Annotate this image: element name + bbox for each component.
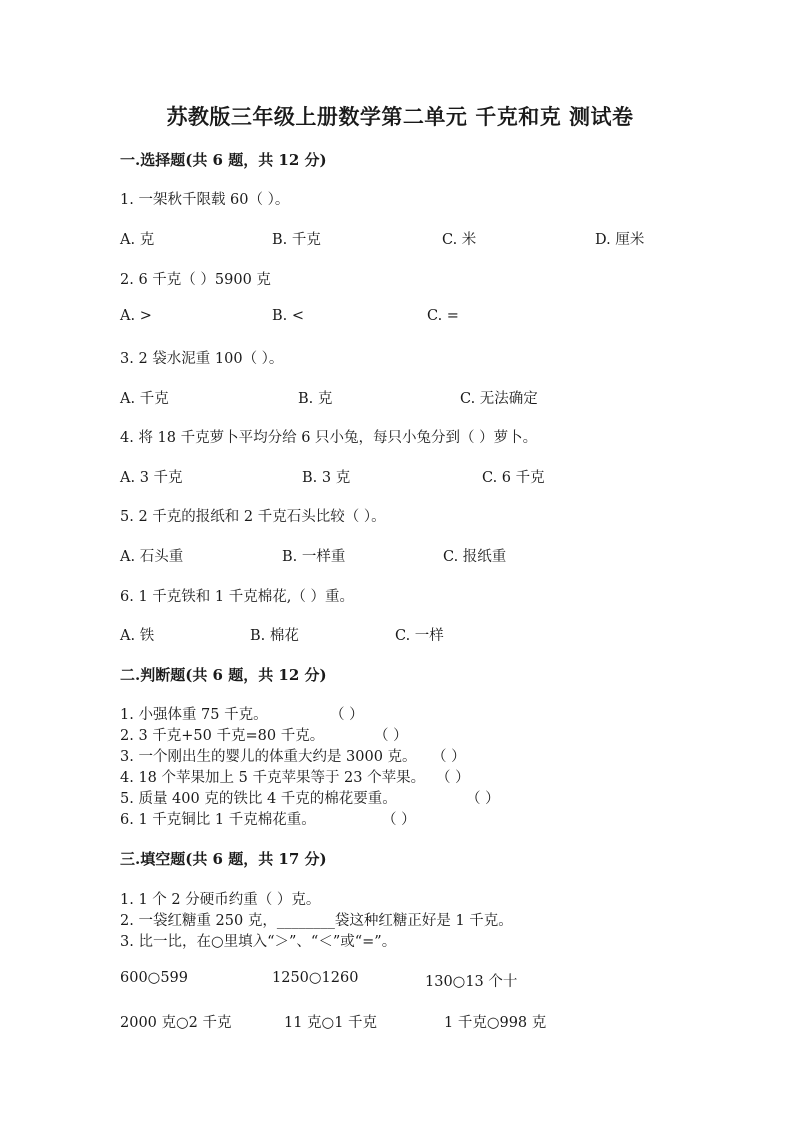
judge-item: 5. 质量 400 克的铁比 4 千克的棉花要重。: [120, 791, 397, 807]
option-a: A. 石头重: [120, 549, 184, 565]
question-text: 4. 将 18 千克萝卜平均分给 6 只小兔，每只小兔分到（ ）萝卜。: [120, 430, 538, 446]
answer-parens[interactable]: （ ）: [466, 791, 500, 807]
question-text: 6. 1 千克铁和 1 千克棉花,（ ）重。: [120, 589, 354, 605]
judge-item: 1. 小强体重 75 千克。: [120, 707, 268, 723]
option-b: B. <: [272, 308, 305, 324]
option-a: A. 3 千克: [120, 470, 183, 486]
option-c: C. 无法确定: [460, 391, 538, 407]
judge-item: 4. 18 个苹果加上 5 千克苹果等于 23 个苹果。: [120, 770, 426, 786]
page-title: 苏教版三年级上册数学第二单元 千克和克 测试卷: [166, 104, 634, 129]
option-a: A. 克: [120, 232, 155, 248]
compare-item: 2000 克○2 千克: [120, 1015, 232, 1031]
option-a: A. 铁: [120, 628, 155, 644]
option-a: A. 千克: [120, 391, 169, 407]
fill-item: 1. 1 个 2 分硬币约重（ ）克。: [120, 892, 321, 908]
option-b: B. 千克: [272, 232, 321, 248]
answer-parens[interactable]: （ ）: [374, 728, 408, 744]
section-heading-choice: 一.选择题(共 6 题，共 12 分): [120, 151, 327, 169]
compare-item: 600○599: [120, 970, 189, 986]
option-b: B. 克: [298, 391, 333, 407]
compare-item: 130○13 个十: [425, 974, 518, 990]
judge-item: 6. 1 千克铜比 1 千克棉花重。: [120, 812, 316, 828]
answer-parens[interactable]: （ ）: [432, 749, 466, 765]
option-c: C. 一样: [395, 628, 444, 644]
option-c: C. 报纸重: [443, 549, 507, 565]
fill-item: 2. 一袋红糖重 250 克，________袋这种红糖正好是 1 千克。: [120, 913, 513, 929]
answer-parens[interactable]: （ ）: [382, 812, 416, 828]
answer-parens[interactable]: （ ）: [330, 707, 364, 723]
judge-item: 3. 一个刚出生的婴儿的体重大约是 3000 克。: [120, 749, 417, 765]
fill-item: 3. 比一比，在○里填入“＞”、“＜”或“=”。: [120, 934, 397, 950]
compare-item: 1250○1260: [272, 970, 359, 986]
option-c: C. 米: [442, 232, 477, 248]
option-b: B. 棉花: [250, 628, 299, 644]
option-c: C. 6 千克: [482, 470, 545, 486]
question-text: 3. 2 袋水泥重 100（ ）。: [120, 351, 284, 367]
option-b: B. 一样重: [282, 549, 346, 565]
option-c: C. =: [427, 308, 459, 324]
option-d: D. 厘米: [595, 232, 645, 248]
compare-item: 1 千克○998 克: [444, 1015, 547, 1031]
question-text: 1. 一架秋千限载 60（ ）。: [120, 192, 290, 208]
section-heading-judge: 二.判断题(共 6 题，共 12 分): [120, 666, 327, 684]
answer-parens[interactable]: （ ）: [436, 770, 470, 786]
option-b: B. 3 克: [302, 470, 351, 486]
option-a: A. >: [120, 308, 152, 324]
section-heading-fill: 三.填空题(共 6 题，共 17 分): [120, 850, 327, 868]
question-text: 5. 2 千克的报纸和 2 千克石头比较（ ）。: [120, 509, 386, 525]
judge-item: 2. 3 千克+50 千克=80 千克。: [120, 728, 325, 744]
compare-item: 11 克○1 千克: [284, 1015, 378, 1031]
question-text: 2. 6 千克（ ）5900 克: [120, 272, 271, 288]
